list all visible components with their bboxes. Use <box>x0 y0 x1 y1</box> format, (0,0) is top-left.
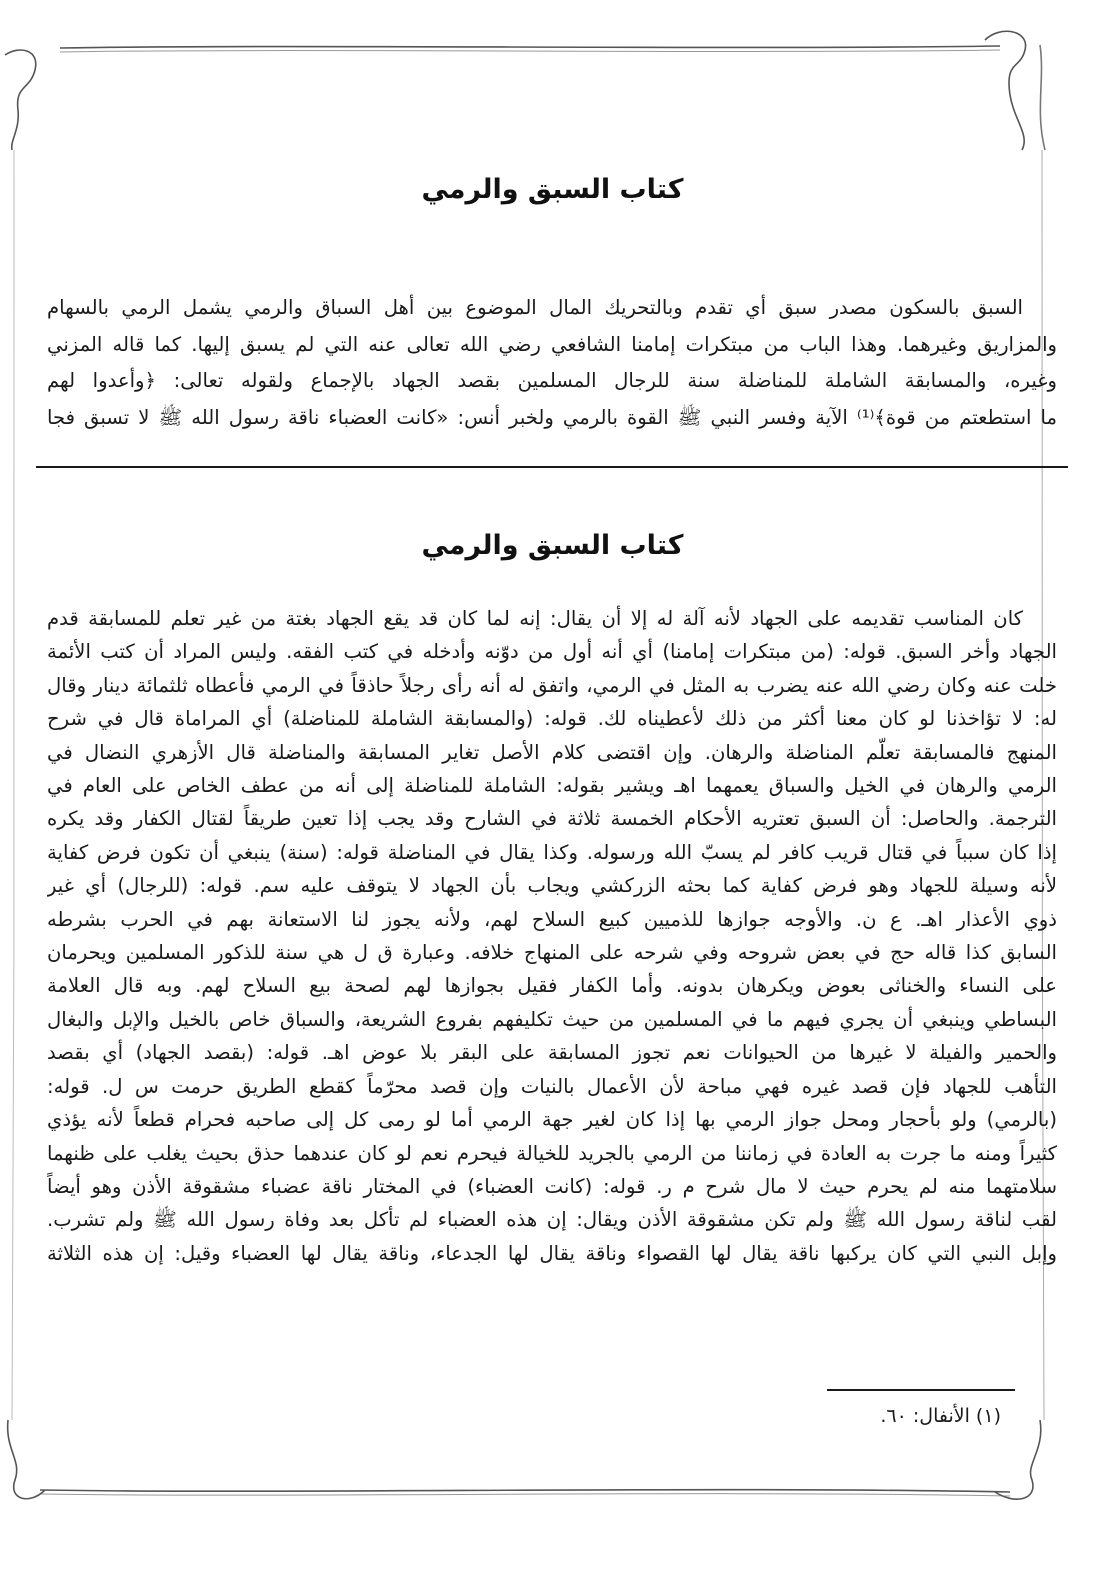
frame-corner-bottom-left <box>8 1420 45 1499</box>
sharh-line: وإبل النبي التي كان يركبها ناقة يقال لها القصواء وناقة يقال لها الجدعاء، وناقة يقال لها العضباء وقيل: إن هذه الثلاثة <box>47 1241 1057 1265</box>
frame-corner-bottom-right <box>995 1420 1041 1499</box>
sharh-line: الجهاد وأخر السبق. قوله: (من مبتكرات إمامنا) أي أنه أول من دوّنه وأدخله في كتب الفقه. وليس المراد أن كتب الأئمة <box>47 640 1057 664</box>
matn-line: ما استطعتم من قوة﴾⁽¹⁾ الآية وفسر النبي ﷺ القوة بالرمي ولخبر أنس: «كانت العضباء ناقة رسول الله ﷺ لا تسبق فجا <box>47 405 1057 429</box>
footnote-separator <box>827 1389 1015 1391</box>
matn-line: السبق بالسكون مصدر سبق أي تقدم وبالتحريك المال الموضوع بين أهل السباق والرمي يشمل الرمي بالسهام <box>47 296 1023 319</box>
frame-corner-top-right <box>985 31 1026 150</box>
sharh-line: السابق كذا قاله حج في بعض شروحه وفي شرحه على المنهاج خلافه. وعبارة ق ل هي سنة للذكور المسلمين ويحرمان <box>47 941 1057 965</box>
sharh-line: خلت عنه وكان رضي الله عنه يضرب به المثل في الرمي، واتفق له أنه رأى رجلاً حاذقاً في الرمي فأعطاه ثلثمائة دينار وقال <box>47 673 1057 697</box>
sharh-line: الرمي والرهان في الخيل والسباق يعمهما اهـ ويشير بقوله: الشاملة للمناضلة إلى أنه من عطف الخاص على العام في <box>47 774 1057 798</box>
sharh-line: البساطي وينبغي أن يجري فيهم ما في المسلمين من حيث تكليفهم بفروع الشريعة، والسباق خاص بالخيل والإبل والبغال <box>47 1007 1057 1031</box>
frame-bottom-line <box>40 1490 1010 1492</box>
sharh-line: لقب لناقة رسول الله ﷺ ولم تكن مشقوقة الأذن ويقال: إن هذه العضباء لم تأكل بعد وفاة رسول الله ﷺ ولم تشرب. <box>47 1208 1057 1232</box>
matn-line: وغيره، والمسابقة الشاملة للمناضلة سنة للرجال المسلمين بقصد الجهاد بالإجماع ولقوله تعالى: ﴿وأعدوا لهم <box>47 369 1057 392</box>
sharh-line: كان المناسب تقديمه على الجهاد لأنه آلة له إلا أن يقال: إنه لما كان قد يقع الجهاد بغتة من غير تعلم للمسابقة قدم <box>47 607 1023 630</box>
sharh-line: على النساء والخناثى بعوض ويكرهان بدونه. وأما الكفار فقيل بجوازها لهم لصحة بيع السلاح لهم. وبه قال العلامة <box>47 974 1057 998</box>
matn-line: والمزاريق وغيرهما. وهذا الباب من مبتكرات إمامنا الشافعي رضي الله تعالى عنه التي لم يسبق إليها. كما قاله المزني <box>47 332 1057 356</box>
sharh-line: التأهب للجهاد فإن قصد غيره فهي مباحة لأن الأعمال بالنيات وإن قصد محرّماً كقطع الطريق حرمت س ل. قوله: <box>47 1074 1057 1098</box>
frame-left-line <box>12 150 14 1420</box>
sharh-line: له: لا تؤاخذنا لو كان معنا أكثر من ذلك لأعطيناه لك. قوله: (والمسابقة الشاملة للمناضلة) أي المراماة قال في شرح <box>47 707 1057 731</box>
footnote: (١) الأنفال: ٦٠. <box>880 1405 1001 1427</box>
sharh-line: لأنه وسيلة للجهاد وهو فرض كفاية كما بحثه الزركشي ويجاب بأن الجهاد لا يتوقف عليه سم. قوله: (للرجال) أي غير <box>47 874 1057 898</box>
sharh-text <box>47 602 1057 1270</box>
matn-text <box>47 290 1057 436</box>
frame-corner-top-left <box>5 50 36 150</box>
sharh-line: الترجمة. والحاصل: أن السبق تعتريه الأحكام الخمسة ثلاثة في الشارح وقد يجب إذا تعين طريقاً لقتال الكفار وقد يكره <box>47 807 1057 831</box>
sharh-line: إذا كان سبباً في قتال قريب كافر لم يسبّ الله ورسوله. وكذا يقال في المناضلة قوله: (سنة) ينبغي أن تكون فرض كفاية <box>47 840 1057 864</box>
sharh-line: سلامتهما منه لم يحرم حيث لا مال شرح م ر. قوله: (كانت العضباء) في المختار ناقة عضباء مشقوقة الأذن وهو أيضاً <box>47 1174 1057 1198</box>
sharh-chapter-title: كتاب السبق والرمي <box>421 530 684 561</box>
sharh-line: المنهج فالمسابقة تعلّم المناضلة والرهان. وإن اقتضى كلام الأصل تغاير المسابقة والمناضلة قال الأزهري النضال في <box>47 740 1057 764</box>
sharh-line: (بالرمي) ولو بأحجار ومحل جواز الرمي بها إذا كان لغير جهة الرمي أما لو رمى كل إلى صاحبه فحرام قطعاً لأنه يؤذي <box>47 1108 1057 1132</box>
section-divider <box>36 466 1068 468</box>
matn-chapter-title: كتاب السبق والرمي <box>421 174 684 205</box>
sharh-line: كثيراً ومنه ما جرت به العادة في زماننا من الرمي بالجريد للخيالة فيحرم نعم لو كان عندهما حذق بحيث يغلب على ظنهما <box>47 1141 1057 1165</box>
sharh-line: ذوي الأعذار اهـ. ع ن. والأوجه جوازها للذميين كبيع السلاح لهم، ولأنه يجوز لنا الاستعانة بهم في الحرب بشرطه <box>47 907 1057 931</box>
sharh-line: والحمير والفيلة لا غيرها من الحيوانات نعم تجوز المسابقة على البقر بلا عوض اهـ. قوله: (بقصد الجهاد) أي بقصد <box>47 1041 1057 1065</box>
frame-top-line <box>60 46 1000 48</box>
